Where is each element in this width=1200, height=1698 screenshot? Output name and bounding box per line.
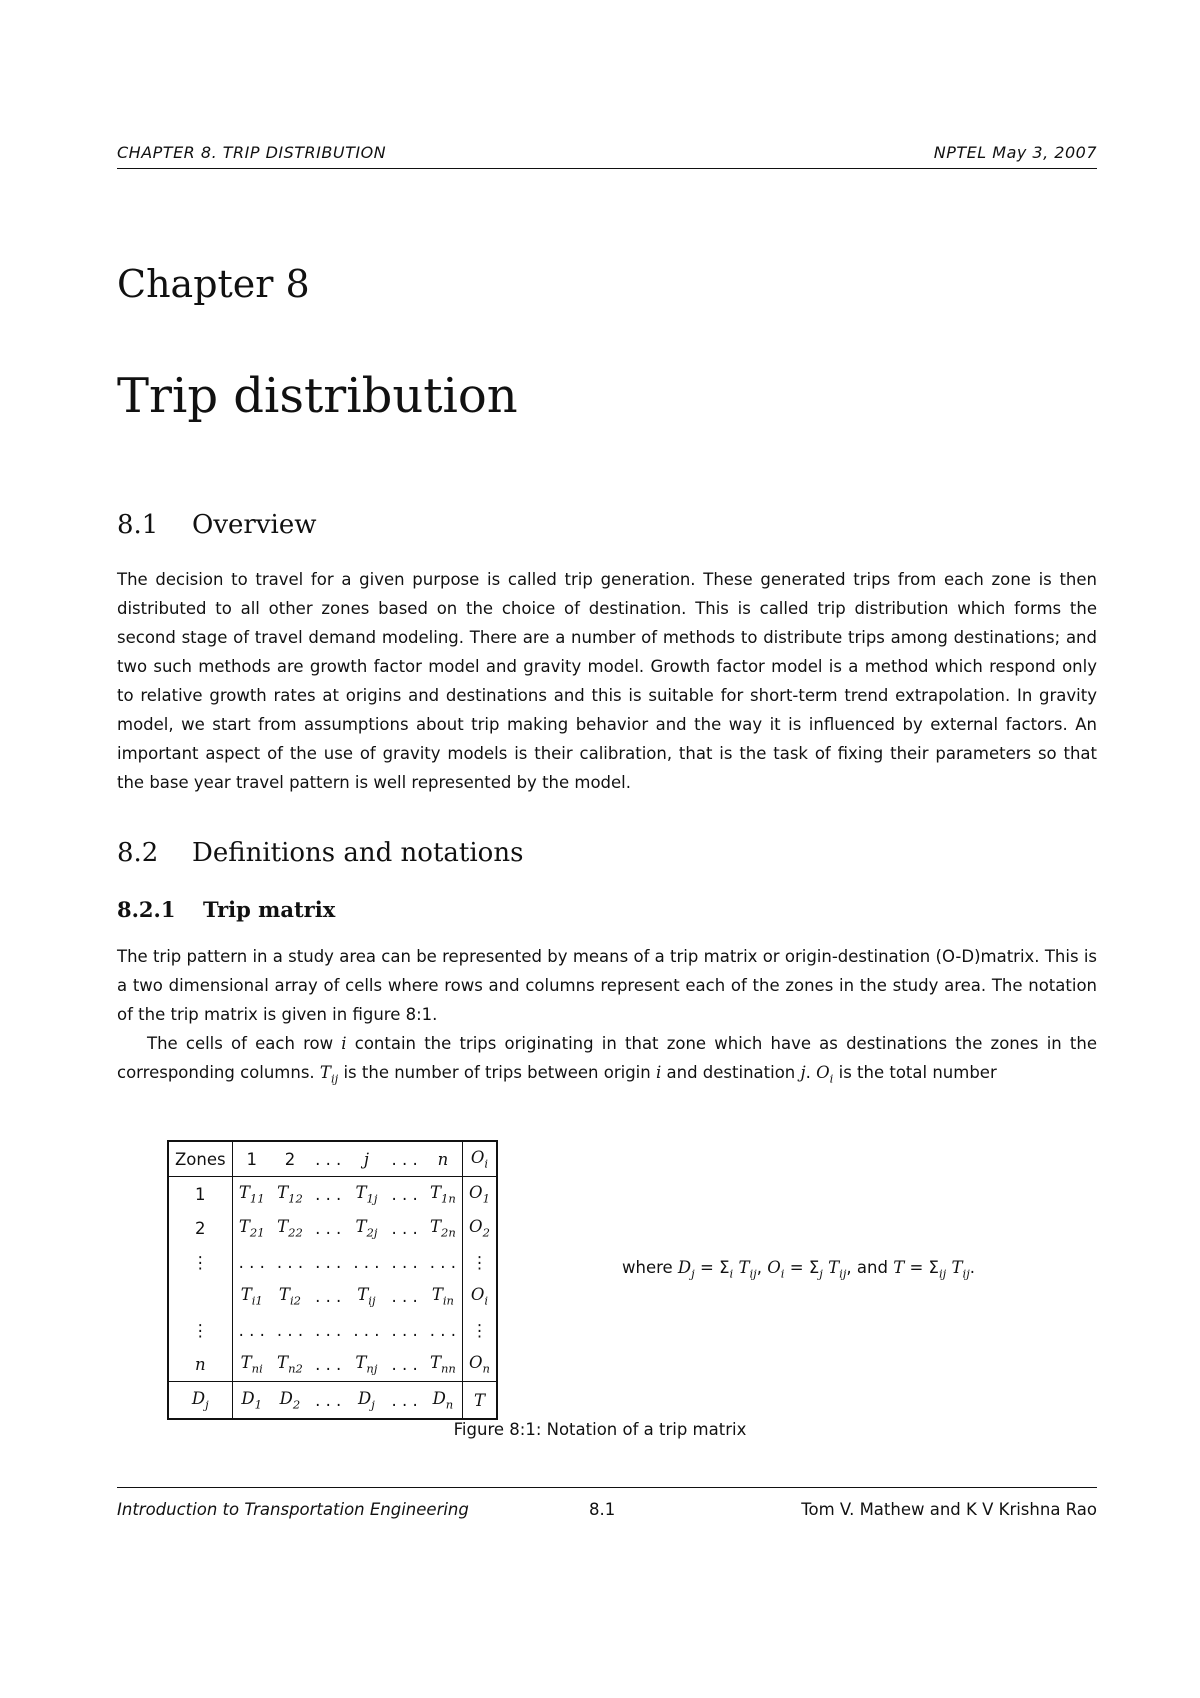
running-header [117,143,1097,162]
matrix-cell: j [347,1141,385,1177]
chapter-title: Trip distribution [117,368,518,424]
matrix-cell: n [424,1141,463,1177]
matrix-cell: ⋮ [168,1313,232,1347]
matrix-cell: . . . [315,1320,342,1340]
header-rule [117,168,1097,169]
section-title: Definitions and notations [192,838,524,868]
matrix-cell [168,1279,232,1313]
matrix-cell: ⋮ [463,1313,497,1347]
matrix-cell: . . . [353,1252,380,1272]
matrix-cell: $T_{ni}$ [240,1352,263,1376]
trip-matrix-table [167,1140,498,1420]
matrix-cell: . . . [391,1184,418,1204]
matrix-cell: n [168,1347,232,1382]
matrix-cell: . . . [309,1382,347,1420]
matrix-cell: 2 [168,1211,232,1245]
subsection-title: Trip matrix [203,897,336,922]
matrix-cell: $D_n$ [424,1382,463,1420]
running-header-chapter: CHAPTER 8. TRIP DISTRIBUTION [117,143,387,162]
matrix-cell: $D_1$ [232,1382,271,1420]
matrix-cell: . . . [391,1286,418,1306]
matrix-row [168,1177,497,1212]
matrix-cell: . . . [276,1320,304,1340]
matrix-cell: . . . [238,1252,265,1272]
matrix-cell: . . . [386,1382,424,1420]
matrix-cell: . . . [276,1252,304,1272]
matrix-row [168,1279,497,1313]
matrix-cell: . . . [309,1141,347,1177]
footer-page-number: 8.1 [589,1500,616,1519]
matrix-cell: . . . [315,1286,342,1306]
trip-matrix-paragraph-2: The cells of each row i contain the trips originating in that zone which have as destinations the zones in the corresponding columns. $T_{ij}$ is the number of trips between origin i and destination j. $O_i$ is the total number [117,1034,1097,1086]
matrix-cell: $D_j$ [168,1382,232,1420]
matrix-where-text: where $D_j = \Sigma_i$ $T_{ij}$, $O_i = \Sigma_j$ $T_{ij}$, and $T = \Sigma_{ij}$ $T_{ij}$. [622,1258,976,1281]
matrix-cell: $T_{2n}$ [429,1216,456,1240]
matrix-cell: . . . [429,1320,457,1340]
matrix-row [168,1347,497,1382]
matrix-cell: . . . [315,1354,342,1374]
matrix-cell: $O_i$ [463,1279,497,1313]
matrix-cell: $T_{i1}$ [240,1284,263,1308]
matrix-cell: $D_j$ [347,1382,385,1420]
matrix-cell: 1 [232,1141,271,1177]
matrix-cell: $O_2$ [463,1211,497,1245]
matrix-cell: $T_{2j}$ [355,1216,378,1240]
matrix-cell: . . . [391,1320,418,1340]
matrix-cell: . . . [315,1252,342,1272]
overview-paragraph: The decision to travel for a given purpose is called trip generation. These generated trips from each zone is then distributed to all other zones based on the choice of destination. This is called trip distribution which forms the second stage of travel demand modeling. There are a number of methods to distribute trips among destinations; and two such methods are growth factor model and gravity model. Growth factor model is a method which respond only to relative growth rates at origins and destinations and this is suitable for short-term trend extrapolation. In gravity model, we start from assumptions about trip making behavior and the way it is influenced by external factors. An important aspect of the use of gravity models is their calibration, that is the task of fixing their parameters so that the base year travel pattern is well represented by the model. [117,570,1097,792]
section-number: 8.1 [117,510,159,540]
matrix-cell: $T_{12}$ [277,1182,303,1206]
matrix-cell: . . . [386,1141,424,1177]
matrix-cell: 2 [271,1141,309,1177]
section-title: Overview [192,510,317,540]
matrix-cell: . . . [315,1184,342,1204]
matrix-cell: T [463,1382,497,1420]
matrix-cell: . . . [391,1218,418,1238]
matrix-cell: $O_n$ [463,1347,497,1382]
matrix-cell: 1 [168,1177,232,1212]
subsection-number: 8.2.1 [117,897,176,922]
matrix-cell: $O_i$ [463,1141,497,1177]
matrix-cell: $T_{n2}$ [277,1352,303,1376]
running-header-date: NPTEL May 3, 2007 [933,143,1097,162]
matrix-cell: $T_{in}$ [431,1284,454,1308]
figure-caption: Figure 8:1: Notation of a trip matrix [453,1420,747,1439]
matrix-cell: $T_{1n}$ [429,1182,456,1206]
matrix-cell: ⋮ [168,1245,232,1279]
matrix-cell: $T_{i2}$ [278,1284,301,1308]
section-number: 8.2 [117,838,159,868]
matrix-cell: $T_{11}$ [238,1182,265,1206]
matrix-row [168,1313,497,1347]
matrix-cell: $T_{ij}$ [357,1284,376,1308]
matrix-total-row [168,1382,497,1420]
matrix-cell: . . . [429,1252,457,1272]
chapter-label: Chapter 8 [117,262,310,306]
footer-book-title: Introduction to Transportation Engineering [117,1500,469,1519]
matrix-row [168,1211,497,1245]
subsection-heading-trip-matrix [117,897,335,922]
matrix-cell: $O_1$ [463,1177,497,1212]
matrix-row [168,1245,497,1279]
matrix-cell: . . . [238,1320,265,1340]
matrix-cell: ⋮ [463,1245,497,1279]
matrix-header-row [168,1141,497,1177]
footer-rule [117,1487,1097,1488]
matrix-cell: $T_{1j}$ [355,1182,378,1206]
section-heading-overview [117,510,316,540]
matrix-cell: $D_2$ [271,1382,309,1420]
matrix-cell: $T_{nn}$ [429,1352,456,1376]
trip-matrix-paragraph-1: The trip pattern in a study area can be represented by means of a trip matrix or origin-destination (O-D)matrix. This is a two dimensional array of cells where rows and columns represent each of the zones in the study area. The notation of the trip matrix is given in figure 8:1. [117,947,1097,1024]
matrix-cell: . . . [315,1218,342,1238]
matrix-cell: . . . [391,1354,418,1374]
matrix-cell: Zones [168,1141,232,1177]
matrix-cell: . . . [391,1252,418,1272]
footer-authors: Tom V. Mathew and K V Krishna Rao [801,1500,1097,1519]
section-heading-definitions [117,838,523,868]
matrix-cell: $T_{21}$ [238,1216,265,1240]
matrix-cell: $T_{nj}$ [355,1352,378,1376]
matrix-cell: . . . [353,1320,380,1340]
matrix-cell: $T_{22}$ [277,1216,303,1240]
